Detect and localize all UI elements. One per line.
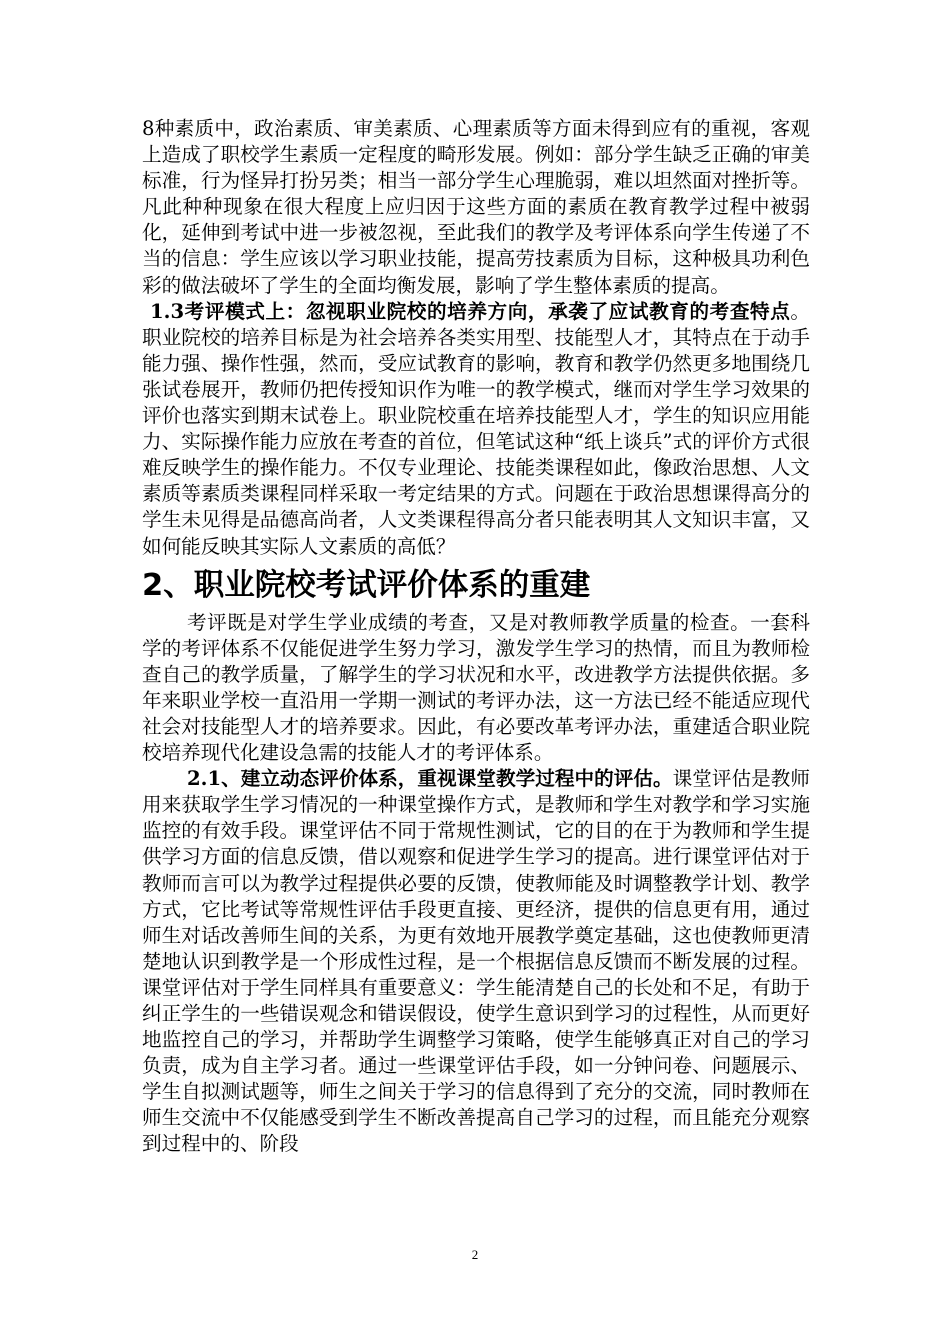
section-1-3-body: 。职业院校的培养目标是为社会培养各类实用型、技能型人才，其特点在于动手能力强、操作性强，然而，受应试教育的影响，教育和教学仍然更多地围绕几张试卷展开，教师仍把传授知识作为唯一的教学模式，继而对学生学习效果的评价也落实到期末试卷上。职业院校重在培养技能型人才，学生的知识应用能力、实际操作能力应放在考查的首位，但笔试这种“纸上谈兵”式的评价方式很难反映学生的操作能力。不仅专业理论、技能类课程如此，像政治思想、人文素质等素质类课程同样采取一考定结果的方式。问题在于政治思想课得高分的学生未见得是品德高尚者，人文类课程得高分者只能表明其人文知识丰富，又如何能反映其实际人文素质的高低？ (142, 299, 810, 558)
paragraph-continuation: 8种素质中，政治素质、审美素质、心理素质等方面未得到应有的重视，客观上造成了职校学生素质一定程度的畸形发展。例如：部分学生缺乏正确的审美标准，行为怪异打扮另类；相当一部分学生心理脆弱，难以坦然面对挫折等。凡此种种现象在很大程度上应归因于这些方面的素质在教育教学过程中被弱化，延伸到考试中进一步被忽视，至此我们的教学及考评体系向学生传递了不当的信息：学生应该以学习职业技能，提高劳技素质为目标，这种极具功利色彩的做法破坏了学生的全面均衡发展，影响了学生整体素质的提高。 (142, 117, 810, 297)
section-1-3-title: 1.3考评模式上：忽视职业院校的培养方向，承袭了应试教育的考查特点 (150, 299, 791, 323)
section-heading-2: 2、职业院校考试评价体系的重建 (142, 567, 591, 603)
paragraph-2-1 (142, 766, 810, 1157)
paragraph-section-2-intro: 考评既是对学生学业成绩的考查，又是对教师教学质量的检查。一套科学的考评体系不仅能促进学生努力学习，激发学生学习的热情，而且为教师检查自己的教学质量，了解学生的学习状况和水平，改进教学方法提供依据。多年来职业学校一直沿用一学期一测试的考评办法，这一方法已经不能适应现代社会对技能型人才的培养要求。因此，有必要改革考评办法，重建适合职业院校培养现代化建设急需的技能人才的考评体系。 (142, 610, 810, 765)
document-body (142, 116, 810, 1158)
page-number: 2 (471, 1247, 479, 1262)
section-2-1-title: 2.1、建立动态评价体系，重视课堂教学过程中的评估。 (187, 767, 673, 791)
section-2-1-body: 课堂评估是教师用来获取学生学习情况的一种课堂操作方式，是教师和学生对教学和学习实施监控的有效手段。课堂评估不同于常规性测试，它的目的在于为教师和学生提供学习方面的信息反馈，借以观察和促进学生学习的提高。进行课堂评估对于教师而言可以为教学过程提供必要的反馈，使教师能及时调整教学计划、教学方式，它比考试等常规性评估手段更直接、更经济，提供的信息更有用，通过师生对话改善师生间的关系，为更有效地开展教学奠定基础，这也使教师更清楚地认识到教学是一个形成性过程，是一个根据信息反馈而不断发展的过程。课堂评估对于学生同样具有重要意义：学生能清楚自己的长处和不足，有助于纠正学生的一些错误观念和错误假设，使学生意识到学习的过程性，从而更好地监控自己的学习，并帮助学生调整学习策略，使学生能够真正对自己的学习负责，成为自主学习者。通过一些课堂评估手段，如一分钟问卷、问题展示、学生自拟测试题等，师生之间关于学习的信息得到了充分的交流，同时教师在师生交流中不仅能感受到学生不断改善提高自己学习的过程，而且能充分观察到过程中的、阶段 (142, 767, 810, 1156)
paragraph-1-3 (142, 299, 810, 560)
